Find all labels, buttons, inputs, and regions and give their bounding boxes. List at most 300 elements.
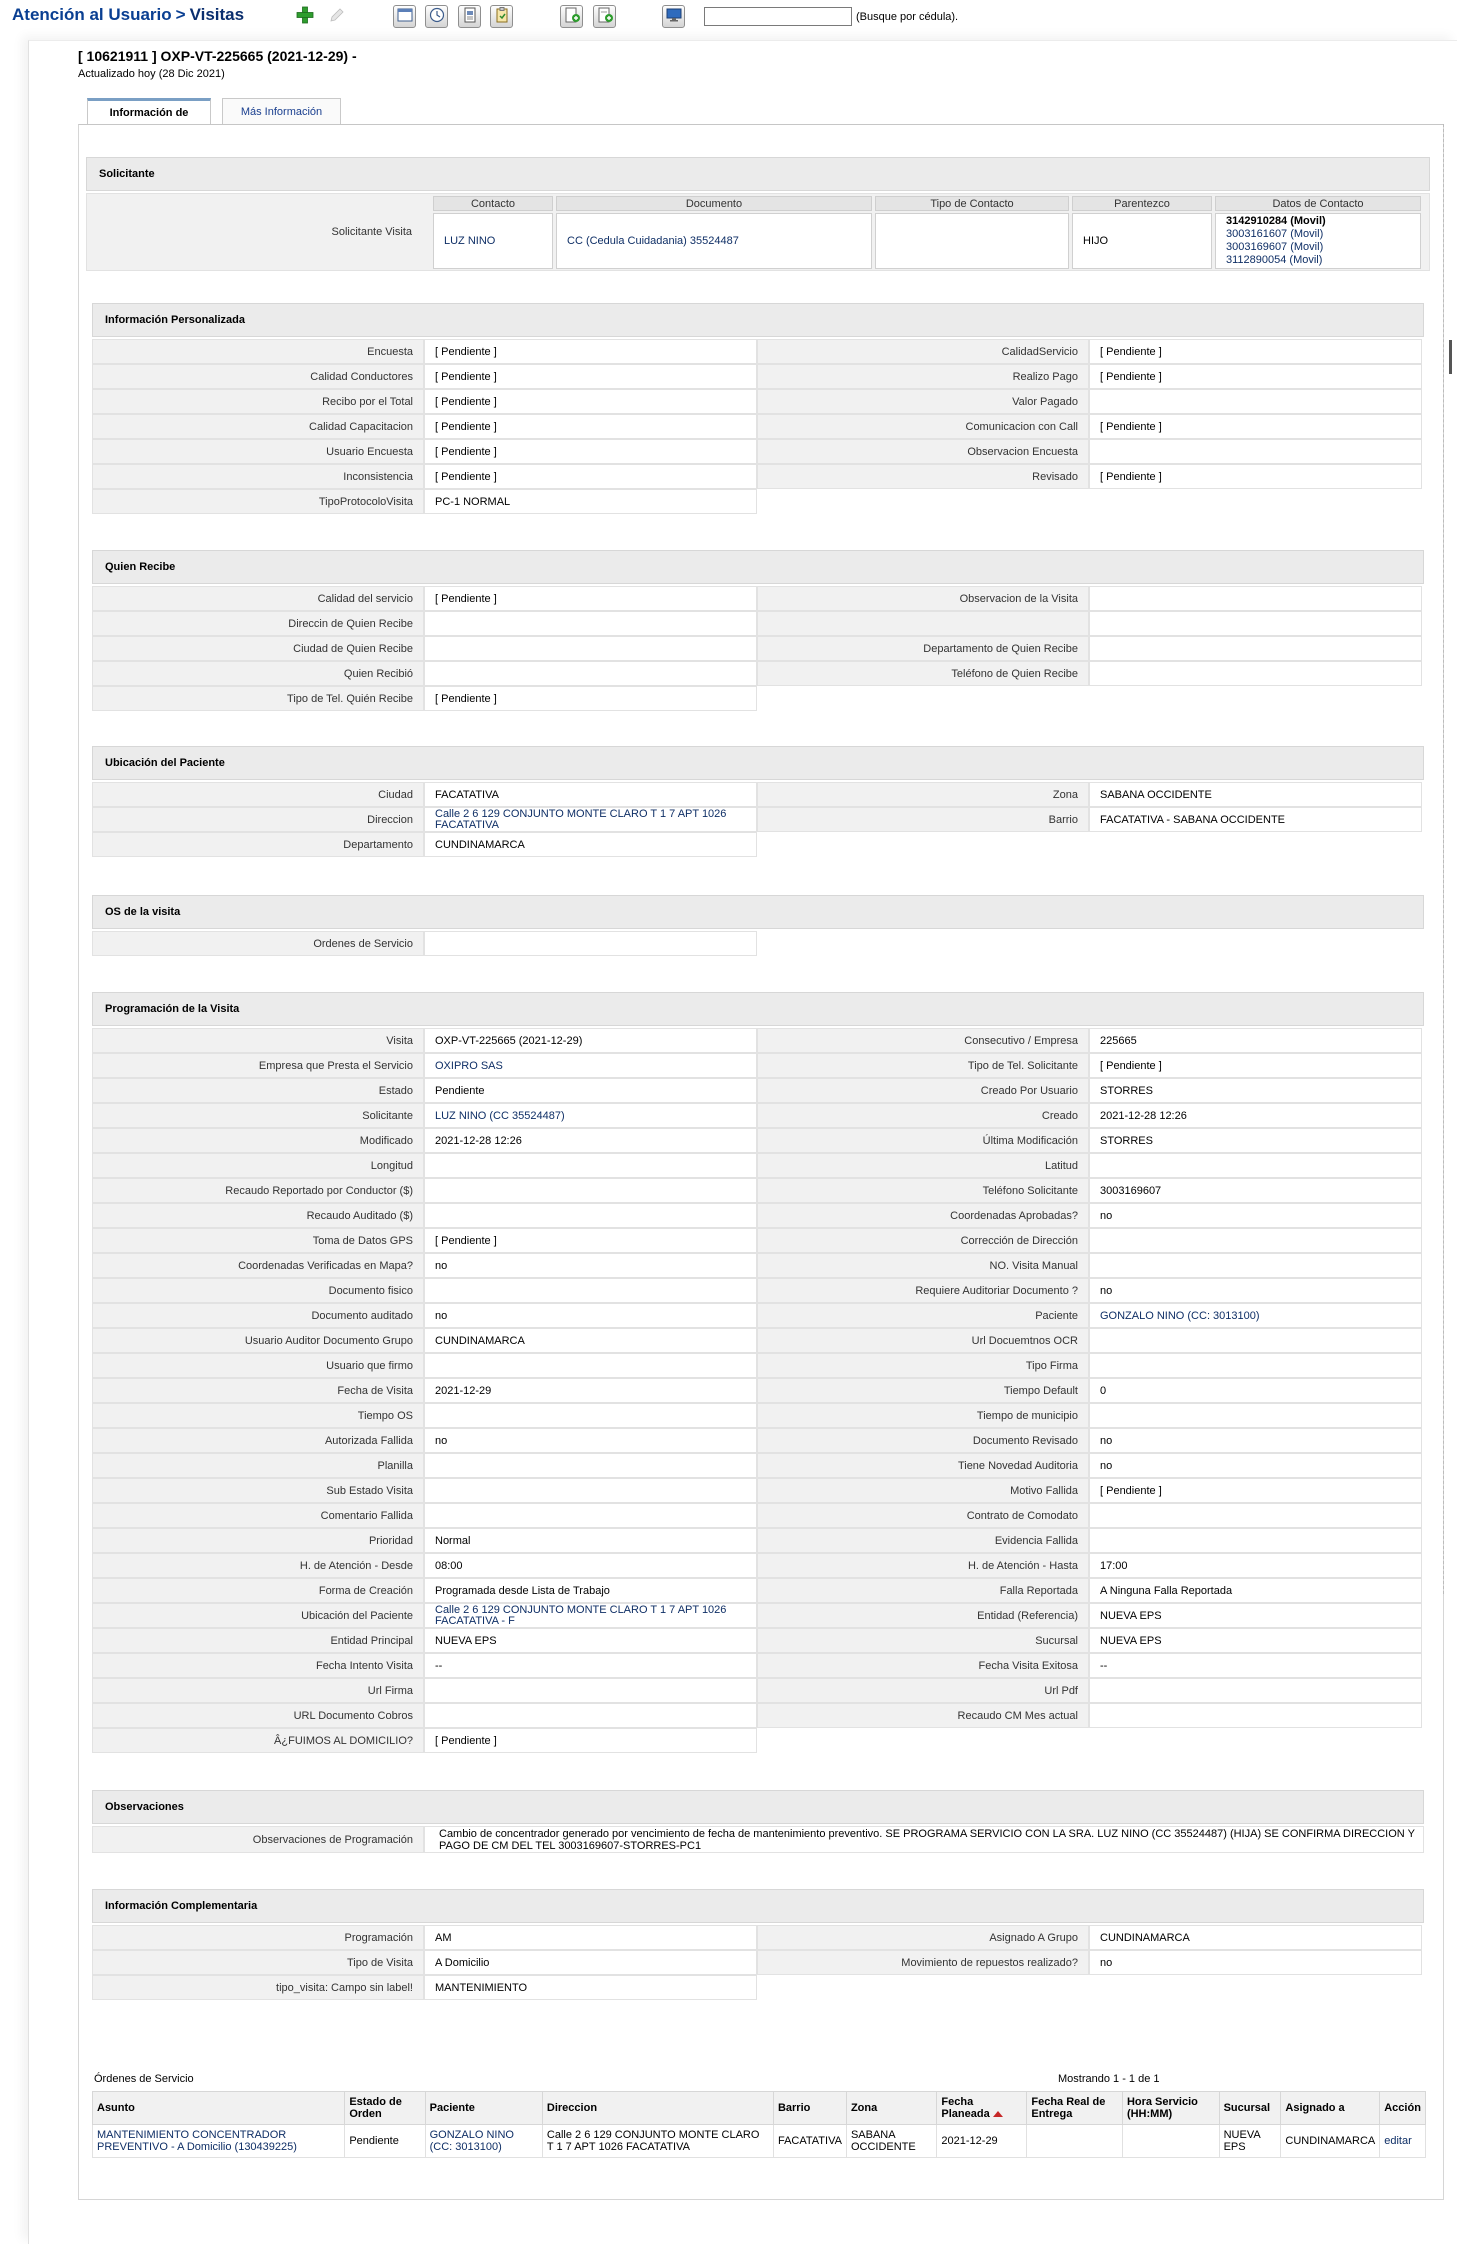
field-label: Tiene Novedad Auditoria: [757, 1453, 1089, 1478]
field-value: [ Pendiente ]: [424, 439, 757, 464]
programacion-left-row: [92, 1603, 757, 1628]
field-value: [424, 1153, 757, 1178]
field-label: Coordenadas Aprobadas?: [757, 1203, 1089, 1228]
programacion-left-row: [92, 1453, 757, 1478]
ubicacion-right-row: [757, 807, 1422, 832]
field-label: Encuesta: [92, 339, 424, 364]
field-label: Estado: [92, 1078, 424, 1103]
field-value: [1089, 439, 1422, 464]
programacion-right-row: [757, 1178, 1422, 1203]
scroll-indicator[interactable]: [1449, 340, 1452, 374]
field-label: tipo_visita: Campo sin label!: [92, 1975, 424, 2000]
field-label: Comentario Fallida: [92, 1503, 424, 1528]
field-value: NUEVA EPS: [1089, 1603, 1422, 1628]
field-label: Motivo Fallida: [757, 1478, 1089, 1503]
field-value: [424, 1178, 757, 1203]
field-label: URL Documento Cobros: [92, 1703, 424, 1728]
info-personalizada-left-row: [92, 339, 757, 364]
os-col-asignado[interactable]: Asignado a: [1281, 2092, 1380, 2125]
ubicacion-right-row: [757, 782, 1422, 807]
breadcrumb-current: Visitas: [189, 5, 245, 24]
programacion-right-row: [757, 1628, 1422, 1653]
programacion-right-row: [757, 1078, 1422, 1103]
os-col-hora[interactable]: Hora Servicio (HH:MM): [1122, 2092, 1219, 2125]
row-observaciones: [92, 1826, 1424, 1853]
clock-icon: [428, 6, 446, 27]
field-value: [1089, 1228, 1422, 1253]
section-programacion-header: Programación de la Visita: [92, 992, 1424, 1026]
programacion-left-row: [92, 1378, 757, 1403]
section-ubicacion-header: Ubicación del Paciente: [92, 746, 1424, 780]
programacion-left-row: [92, 1728, 757, 1753]
field-value: [1089, 661, 1422, 686]
field-label: Departamento de Quien Recibe: [757, 636, 1089, 661]
field-label: Barrio: [757, 807, 1089, 832]
field-value: no: [1089, 1203, 1422, 1228]
programacion-right-row: [757, 1103, 1422, 1128]
field-label: Planilla: [92, 1453, 424, 1478]
breadcrumb-separator: >: [175, 5, 186, 24]
programacion-right-row: [757, 1503, 1422, 1528]
field-value: 0: [1089, 1378, 1422, 1403]
field-label: Departamento: [92, 832, 424, 857]
quien-recibe-right-row: [757, 586, 1422, 611]
solicitante-visita-label: Solicitante Visita: [331, 226, 412, 238]
field-value: [ Pendiente ]: [424, 364, 757, 389]
programacion-right-row: [757, 1028, 1422, 1053]
os-fecha-real: [1027, 2125, 1123, 2158]
field-value: no: [1089, 1278, 1422, 1303]
field-label: Observacion Encuesta: [757, 439, 1089, 464]
datos-contacto-value: [1215, 213, 1421, 269]
programacion-right-row: [757, 1353, 1422, 1378]
monitor-icon: [665, 6, 683, 27]
field-value: A Domicilio: [424, 1950, 757, 1975]
field-label: Forma de Creación: [92, 1578, 424, 1603]
field-label: Prioridad: [92, 1528, 424, 1553]
field-label: Tiempo Default: [757, 1378, 1089, 1403]
field-value: [424, 1453, 757, 1478]
programacion-left-row: [92, 1078, 757, 1103]
programacion-left-row: [92, 1428, 757, 1453]
programacion-right-row: [757, 1428, 1422, 1453]
field-label: Creado Por Usuario: [757, 1078, 1089, 1103]
add-document-alt-icon: [596, 6, 614, 27]
parentezco-value: HIJO: [1072, 213, 1212, 269]
field-label: Quien Recibió: [92, 661, 424, 686]
field-value: 2021-12-28 12:26: [1089, 1103, 1422, 1128]
field-value: [ Pendiente ]: [424, 464, 757, 489]
complementaria-left-row: [92, 1925, 757, 1950]
programacion-right-row: [757, 1403, 1422, 1428]
field-value: no: [1089, 1428, 1422, 1453]
programacion-left-row: [92, 1353, 757, 1378]
field-label: Documento Revisado: [757, 1428, 1089, 1453]
observaciones-label: Observaciones de Programación: [92, 1826, 424, 1853]
sort-ascending-icon: [993, 2111, 1003, 2117]
field-value: NUEVA EPS: [424, 1628, 757, 1653]
field-label: Observacion de la Visita: [757, 586, 1089, 611]
os-asignado: CUNDINAMARCA: [1281, 2125, 1380, 2158]
programacion-left-row: [92, 1303, 757, 1328]
field-value: [424, 661, 757, 686]
field-label: TipoProtocoloVisita: [92, 489, 424, 514]
info-personalizada-left-row: [92, 414, 757, 439]
field-label: Realizo Pago: [757, 364, 1089, 389]
programacion-left-row: [92, 1678, 757, 1703]
field-value: [1089, 1678, 1422, 1703]
field-label: H. de Atención - Desde: [92, 1553, 424, 1578]
tab-informacion[interactable]: Información de: [87, 98, 211, 125]
programacion-left-row: [92, 1278, 757, 1303]
section-quien-recibe-header: Quien Recibe: [92, 550, 1424, 584]
info-personalizada-left-row: [92, 364, 757, 389]
programacion-left-row: [92, 1578, 757, 1603]
add-button[interactable]: [293, 5, 316, 28]
field-value: [ Pendiente ]: [424, 414, 757, 439]
field-label: Url Pdf: [757, 1678, 1089, 1703]
complementaria-right-row: [757, 1925, 1422, 1950]
add-document-button[interactable]: [560, 5, 583, 28]
field-label: Revisado: [757, 464, 1089, 489]
programacion-left-row: [92, 1203, 757, 1228]
info-personalizada-left-row: [92, 389, 757, 414]
col-datos-contacto: Datos de Contacto: [1215, 196, 1421, 211]
quien-recibe-right-row: [757, 611, 1422, 636]
programacion-right-row: [757, 1578, 1422, 1603]
field-value: [1089, 636, 1422, 661]
os-col-asunto[interactable]: Asunto: [93, 2092, 345, 2125]
field-value: A Ninguna Falla Reportada: [1089, 1578, 1422, 1603]
field-value: [424, 636, 757, 661]
field-label: H. de Atención - Hasta: [757, 1553, 1089, 1578]
field-value: [ Pendiente ]: [1089, 364, 1422, 389]
info-personalizada-left-row: [92, 439, 757, 464]
field-label: Direccin de Quien Recibe: [92, 611, 424, 636]
field-value: 2021-12-28 12:26: [424, 1128, 757, 1153]
field-label: Direccion: [92, 807, 424, 832]
field-value: CUNDINAMARCA: [424, 1328, 757, 1353]
programacion-right-row: [757, 1053, 1422, 1078]
section-solicitante-header: Solicitante: [86, 157, 1430, 191]
programacion-right-row: [757, 1153, 1422, 1178]
field-label: Tipo de Visita: [92, 1950, 424, 1975]
monitor-button[interactable]: [662, 5, 685, 28]
field-value: Programada desde Lista de Trabajo: [424, 1578, 757, 1603]
field-value: OXP-VT-225665 (2021-12-29): [424, 1028, 757, 1053]
field-label: Ciudad: [92, 782, 424, 807]
field-label: Entidad (Referencia): [757, 1603, 1089, 1628]
field-value: [424, 1403, 757, 1428]
field-value: [ Pendiente ]: [424, 339, 757, 364]
info-personalizada-right-row: [757, 389, 1422, 414]
pencil-icon: [328, 6, 346, 27]
add-document-icon: [563, 6, 581, 27]
field-label: Última Modificación: [757, 1128, 1089, 1153]
phone-1: 3142910284 (Movil): [1226, 215, 1326, 227]
field-label: Recaudo CM Mes actual: [757, 1703, 1089, 1728]
print-button[interactable]: [458, 5, 481, 28]
field-value: [424, 1503, 757, 1528]
programacion-right-row: [757, 1603, 1422, 1628]
field-label: Programación: [92, 1925, 424, 1950]
field-label: Empresa que Presta el Servicio: [92, 1053, 424, 1078]
programacion-right-row: [757, 1478, 1422, 1503]
field-value: FACATATIVA - SABANA OCCIDENTE: [1089, 807, 1422, 832]
ubicacion-left-row: [92, 807, 757, 832]
field-value: no: [1089, 1453, 1422, 1478]
field-label: Recibo por el Total: [92, 389, 424, 414]
os-direccion: Calle 2 6 129 CONJUNTO MONTE CLARO T 1 7 APT 1026 FACATATIVA: [542, 2125, 773, 2158]
field-value: [1089, 1353, 1422, 1378]
programacion-left-row: [92, 1103, 757, 1128]
os-col-fecha-planeada[interactable]: Fecha Planeada: [937, 2092, 1027, 2125]
field-value: [ Pendiente ]: [1089, 1478, 1422, 1503]
os-accion[interactable]: [1380, 2125, 1426, 2158]
field-value: GONZALO NINO (CC: 3013100): [1089, 1303, 1422, 1328]
programacion-right-row: [757, 1678, 1422, 1703]
programacion-left-row: [92, 1328, 757, 1353]
os-col-estado[interactable]: Estado de Orden: [345, 2092, 425, 2125]
field-value: [ Pendiente ]: [424, 586, 757, 611]
plus-icon: [296, 6, 314, 27]
programacion-left-row: [92, 1128, 757, 1153]
field-label: Requiere Auditoriar Documento ?: [757, 1278, 1089, 1303]
field-label: Falla Reportada: [757, 1578, 1089, 1603]
field-label: Calidad Conductores: [92, 364, 424, 389]
history-button[interactable]: [425, 5, 448, 28]
programacion-left-row: [92, 1153, 757, 1178]
clipboard-button[interactable]: [490, 5, 513, 28]
phone-3: 3003169607 (Movil): [1226, 241, 1324, 253]
field-value: CUNDINAMARCA: [1089, 1925, 1422, 1950]
field-value: Calle 2 6 129 CONJUNTO MONTE CLARO T 1 7 APT 1026 FACATATIVA: [424, 807, 757, 832]
info-personalizada-left-row: [92, 464, 757, 489]
field-label: Evidencia Fallida: [757, 1528, 1089, 1553]
field-value: --: [1089, 1653, 1422, 1678]
tab-mas-informacion[interactable]: Más Información: [222, 98, 341, 124]
field-label: Autorizada Fallida: [92, 1428, 424, 1453]
field-value: AM: [424, 1925, 757, 1950]
info-personalizada-right-row: [757, 414, 1422, 439]
field-label: Teléfono Solicitante: [757, 1178, 1089, 1203]
field-value: [ Pendiente ]: [424, 1228, 757, 1253]
os-col-sucursal[interactable]: Sucursal: [1219, 2092, 1281, 2125]
programacion-left-row: [92, 1403, 757, 1428]
field-value: 08:00: [424, 1553, 757, 1578]
field-label: Tipo de Tel. Solicitante: [757, 1053, 1089, 1078]
field-value: OXIPRO SAS: [424, 1053, 757, 1078]
field-label: Recaudo Reportado por Conductor ($): [92, 1178, 424, 1203]
field-value: no: [424, 1303, 757, 1328]
field-value: [424, 1353, 757, 1378]
programacion-left-row: [92, 1253, 757, 1278]
field-label: Fecha Intento Visita: [92, 1653, 424, 1678]
field-label: Teléfono de Quien Recibe: [757, 661, 1089, 686]
os-asunto-link[interactable]: MANTENIMIENTO CONCENTRADOR PREVENTIVO - A Domicilio (130439225): [97, 2129, 297, 2153]
field-value: STORRES: [1089, 1128, 1422, 1153]
programacion-left-row: [92, 1478, 757, 1503]
field-label: Url Firma: [92, 1678, 424, 1703]
programacion-left-row: [92, 1178, 757, 1203]
field-label: Modificado: [92, 1128, 424, 1153]
documento-value: CC (Cedula Cuidadania) 35524487: [556, 213, 872, 269]
field-label: Creado: [757, 1103, 1089, 1128]
os-asunto[interactable]: [93, 2125, 345, 2158]
os-col-barrio[interactable]: Barrio: [773, 2092, 846, 2125]
field-value: Normal: [424, 1528, 757, 1553]
contacto-value[interactable]: [433, 213, 553, 269]
field-value: [424, 1678, 757, 1703]
field-label: Zona: [757, 782, 1089, 807]
field-value: [ Pendiente ]: [424, 686, 757, 711]
field-label: Usuario Auditor Documento Grupo: [92, 1328, 424, 1353]
document-icon: [461, 6, 479, 27]
programacion-right-row: [757, 1328, 1422, 1353]
field-value: [1089, 1153, 1422, 1178]
quien-recibe-left-row: [92, 636, 757, 661]
programacion-right-row: [757, 1378, 1422, 1403]
window-button[interactable]: [393, 5, 416, 28]
programacion-left-row: [92, 1528, 757, 1553]
field-value: [424, 1703, 757, 1728]
field-value: [1089, 1328, 1422, 1353]
os-col-direccion[interactable]: Direccion: [542, 2092, 773, 2125]
programacion-right-row: [757, 1203, 1422, 1228]
add-document-alt-button[interactable]: [593, 5, 616, 28]
field-value: 2021-12-29: [424, 1378, 757, 1403]
os-col-fecha-real[interactable]: Fecha Real de Entrega: [1027, 2092, 1123, 2125]
field-value: Pendiente: [424, 1078, 757, 1103]
tipo-contacto-value: [875, 213, 1069, 269]
section-complementaria-header: Información Complementaria: [92, 1889, 1424, 1923]
programacion-right-row: [757, 1653, 1422, 1678]
field-label: Latitud: [757, 1153, 1089, 1178]
os-estado: Pendiente: [345, 2125, 425, 2158]
programacion-left-row: [92, 1553, 757, 1578]
col-documento: Documento: [556, 196, 872, 211]
field-label: Entidad Principal: [92, 1628, 424, 1653]
field-label: Tiempo de municipio: [757, 1403, 1089, 1428]
field-value: [424, 1278, 757, 1303]
field-label: Usuario Encuesta: [92, 439, 424, 464]
phone-2: 3003161607 (Movil): [1226, 228, 1324, 240]
programacion-right-row: [757, 1528, 1422, 1553]
search-input[interactable]: [704, 7, 852, 26]
info-personalizada-left-row: [92, 489, 757, 514]
section-observaciones-header: Observaciones: [92, 1790, 1424, 1824]
field-value: 3003169607: [1089, 1178, 1422, 1203]
field-value: NUEVA EPS: [1089, 1628, 1422, 1653]
contacto-link[interactable]: LUZ NINO: [444, 235, 496, 247]
os-visita-left-row: [92, 931, 757, 956]
os-hora: [1122, 2125, 1219, 2158]
field-value: [1089, 1253, 1422, 1278]
os-sucursal: NUEVA EPS: [1219, 2125, 1281, 2158]
field-label: Visita: [92, 1028, 424, 1053]
field-value: [1089, 1403, 1422, 1428]
field-label: Calidad del servicio: [92, 586, 424, 611]
field-label: Corrección de Dirección: [757, 1228, 1089, 1253]
field-label: Coordenadas Verificadas en Mapa?: [92, 1253, 424, 1278]
edit-link[interactable]: editar: [1384, 2135, 1412, 2147]
field-value: MANTENIMIENTO: [424, 1975, 757, 2000]
ordenes-table: [92, 2091, 1426, 2158]
quien-recibe-left-row: [92, 686, 757, 711]
complementaria-left-row: [92, 1975, 757, 2000]
field-label: Usuario que firmo: [92, 1353, 424, 1378]
programacion-left-row: [92, 1503, 757, 1528]
field-label: Ordenes de Servicio: [92, 931, 424, 956]
programacion-right-row: [757, 1253, 1422, 1278]
os-col-zona[interactable]: Zona: [846, 2092, 936, 2125]
ubicacion-left-row: [92, 832, 757, 857]
field-label: [757, 611, 1089, 636]
record-updated: Actualizado hoy (28 Dic 2021): [78, 68, 225, 80]
section-info-personalizada-header: Información Personalizada: [92, 303, 1424, 337]
field-label: Inconsistencia: [92, 464, 424, 489]
dashed-divider: [1443, 124, 1444, 1594]
quien-recibe-right-row: [757, 636, 1422, 661]
os-barrio: FACATATIVA: [773, 2125, 846, 2158]
window-icon: [396, 6, 414, 27]
field-label: Tipo de Tel. Quién Recibe: [92, 686, 424, 711]
complementaria-right-row: [757, 1950, 1422, 1975]
field-label: Asignado A Grupo: [757, 1925, 1089, 1950]
field-value: no: [424, 1428, 757, 1453]
os-col-accion: Acción: [1380, 2092, 1426, 2125]
programacion-left-row: [92, 1053, 757, 1078]
programacion-left-row: [92, 1653, 757, 1678]
quien-recibe-left-row: [92, 586, 757, 611]
field-value: [1089, 611, 1422, 636]
field-value: [1089, 1503, 1422, 1528]
field-label: Url Docuemtnos OCR: [757, 1328, 1089, 1353]
field-value: [1089, 1528, 1422, 1553]
col-parentezco: Parentezco: [1072, 196, 1212, 211]
field-value: STORRES: [1089, 1078, 1422, 1103]
field-label: Tipo Firma: [757, 1353, 1089, 1378]
programacion-right-row: [757, 1303, 1422, 1328]
field-label: Ciudad de Quien Recibe: [92, 636, 424, 661]
info-personalizada-right-row: [757, 464, 1422, 489]
field-value: PC-1 NORMAL: [424, 489, 757, 514]
field-label: Movimiento de repuestos realizado?: [757, 1950, 1089, 1975]
programacion-left-row: [92, 1228, 757, 1253]
field-label: Calidad Capacitacion: [92, 414, 424, 439]
field-label: CalidadServicio: [757, 339, 1089, 364]
top-bar: [0, 0, 1457, 34]
field-label: Fecha de Visita: [92, 1378, 424, 1403]
edit-button[interactable]: [325, 5, 348, 28]
field-value: --: [424, 1653, 757, 1678]
programacion-right-row: [757, 1128, 1422, 1153]
field-label: Fecha Visita Exitosa: [757, 1653, 1089, 1678]
os-paciente[interactable]: GONZALO NINO (CC: 3013100): [425, 2125, 542, 2158]
field-label: Longitud: [92, 1153, 424, 1178]
programacion-left-row: [92, 1703, 757, 1728]
field-value: [424, 1203, 757, 1228]
field-label: Ubicación del Paciente: [92, 1603, 424, 1628]
os-col-paciente[interactable]: Paciente: [425, 2092, 542, 2125]
field-label: Documento auditado: [92, 1303, 424, 1328]
field-value: [ Pendiente ]: [1089, 464, 1422, 489]
field-label: Sucursal: [757, 1628, 1089, 1653]
table-row: [93, 2125, 1426, 2158]
field-value: [424, 1478, 757, 1503]
breadcrumb-parent-link[interactable]: Atención al Usuario: [12, 5, 172, 24]
field-value: [424, 931, 757, 956]
